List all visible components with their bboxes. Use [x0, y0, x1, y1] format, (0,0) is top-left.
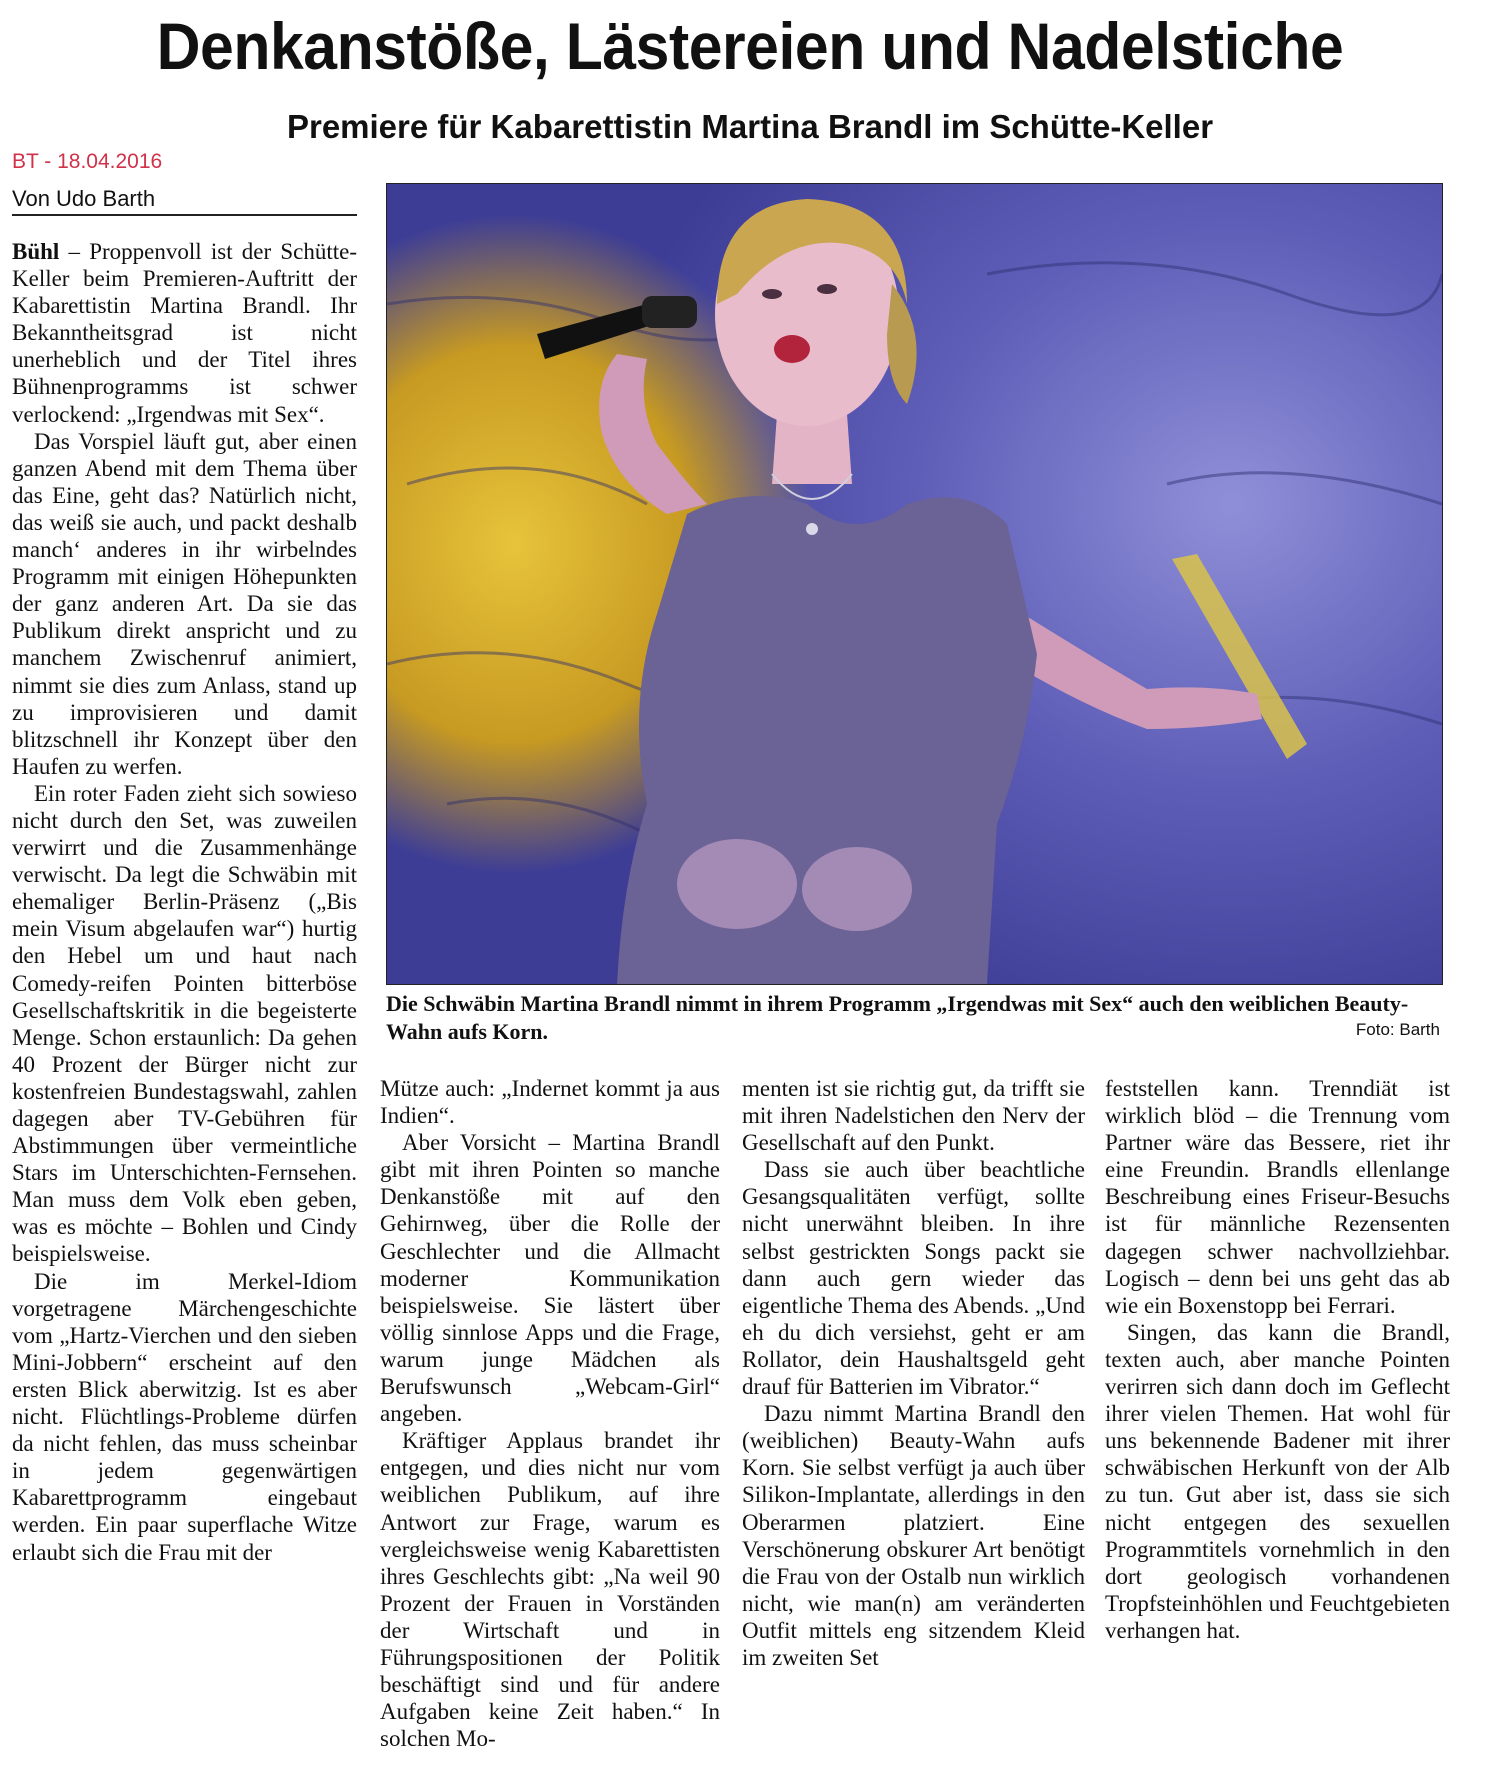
subheadline: Premiere für Kabarettistin Martina Brandl im Schütte-Keller: [286, 108, 1214, 145]
byline-divider: [12, 214, 357, 216]
body-paragraph: Ein roter Faden zieht sich sowieso nicht durch den Set, was zuweilen verwirrt und die Zusammenhänge verwischt. Da legt die Schwäbin mit ehemaliger Berlin-Präsenz („Bis mein Visum abgelaufen war“) hurtig den Hebel um und haut nach Comedy-reifen Pointen bitterböse Gesellschaftskritik in die begeisterte Menge. Schon erstaunlich: Da gehen 40 Prozent der Bürger nicht zur kostenfreien Bundestagswahl, zahlen dagegen aber TV-Gebühren für Abstimmungen über vermeintliche Stars im Unterschichten-Fernsehen. Man muss dem Volk eben geben, was es möchte – Bohlen und Cindy beispielsweise.: [12, 780, 357, 1267]
body-paragraph: Dass sie auch über beachtliche Gesangsqualitäten verfügt, sollte nicht unerwähnt bleiben. In ihre selbst gestrickten Songs packt sie dann auch gern wieder das eigentliche Thema des Abends. „Und eh du dich versiehst, geht er am Rollator, dein Haushaltsgeld geht drauf für Batterien im Vibrator.“: [742, 1157, 1085, 1400]
article-column-3: [742, 1075, 1085, 1671]
photo-credit: Foto: Barth: [1355, 1020, 1440, 1039]
headline: Denkanstöße, Lästereien und Nadelstiche: [156, 9, 1344, 83]
article-column-1: [12, 238, 357, 1566]
photo-caption: Die Schwäbin Martina Brandl nimmt in ihrem Programm „Irgendwas mit Sex“ auch den weiblichen Beauty-Wahn aufs Korn.: [386, 991, 1409, 1044]
article-photo: [386, 183, 1443, 985]
source-date-stamp: BT - 18.04.2016: [12, 150, 163, 173]
body-paragraph: Die im Merkel-Idiom vorgetragene Märchengeschichte vom „Hartz-Vierchen und den sieben Mini-Jobbern“ erscheint auf den ersten Blick aberwitzig. Ist es aber nicht. Flüchtlings-Probleme dürfen da nicht fehlen, das muss scheinbar in jedem gegenwärtigen Kabarettprogramm eingebaut werden. Ein paar superflache Witze erlaubt sich die Frau mit der: [12, 1268, 357, 1565]
article-column-2: [380, 1075, 720, 1752]
article-column-4: [1105, 1075, 1450, 1644]
lead-text: – Proppenvoll ist der Schütte-Keller beim Premieren-Auftritt der Kabarettistin Martina Brandl. Ihr Bekanntheitsgrad ist nicht unerheblich und der Titel ihres Bühnenprogramms ist schwer verlockend: „Irgendwas mit Sex“.: [12, 239, 357, 427]
performer-illustration: [387, 184, 1442, 984]
body-paragraph: Mütze auch: „Indernet kommt ja aus Indien“.: [380, 1076, 720, 1129]
body-paragraph: Kräftiger Applaus brandet ihr entgegen, und dies nicht nur vom weiblichen Publikum, auf ihre Antwort zur Frage, warum es vergleichsweise wenig Kabarettisten ihres Geschlechts gibt: „Na weil 90 Prozent der Frauen in Vorständen der Wirtschaft und in Führungspositionen der Politik beschäftigt sind und für andere Aufgaben keine Zeit haben.“ In solchen Mo-: [380, 1428, 720, 1752]
byline: Von Udo Barth: [12, 186, 156, 211]
dateline-place: Bühl: [12, 239, 60, 264]
body-paragraph: Dazu nimmt Martina Brandl den (weiblichen) Beauty-Wahn aufs Korn. Sie selbst verfügt ja auch über Silikon-Implantate, allerdings in den Oberarmen platziert. Eine Verschönerung obskurer Art benötigt die Frau von der Ostalb nun wirklich nicht, wie man(n) am veränderten Outfit mittels eng sitzendem Kleid im zweiten Set: [742, 1401, 1085, 1670]
body-paragraph: Singen, das kann die Brandl, texten auch, aber manche Pointen verirren sich dann doch im Geflecht ihrer vielen Themen. Hat wohl für uns bekennende Badener mit ihrer schwäbischen Herkunft von der Alb zu tun. Gut aber ist, dass sie sich nicht entgegen des sexuellen Programmtitels vornehmlich in den dort geologisch vorhandenen Tropfsteinhöhlen und Feuchtgebieten verhangen hat.: [1105, 1319, 1450, 1643]
body-paragraph: Aber Vorsicht – Martina Brandl gibt mit ihren Pointen so manche Denkanstöße mit auf den Gehirnweg, über die Rolle der Geschlechter und die Allmacht moderner Kommunikation beispielsweise. Sie lästert über völlig sinnlose Apps und die Frage, warum junge Mädchen als Berufswunsch „Webcam-Girl“ angeben.: [380, 1130, 720, 1427]
body-paragraph: Das Vorspiel läuft gut, aber einen ganzen Abend mit dem Thema über das Eine, geht das? Natürlich nicht, das weiß sie auch, und packt deshalb manch‘ anderes in ihr wirbelndes Programm mit einigen Höhepunkten der ganz anderen Art. Da sie das Publikum direkt anspricht und zu manchem Zwischenruf animiert, nimmt sie dies zum Anlass, stand up zu improvisieren und damit blitzschnell ihr Konzept über den Haufen zu werfen.: [12, 428, 357, 779]
body-paragraph: menten ist sie richtig gut, da trifft sie mit ihren Nadelstichen den Nerv der Gesellschaft auf den Punkt.: [742, 1076, 1085, 1156]
body-paragraph: feststellen kann. Trenndiät ist wirklich blöd – die Trennung vom Partner wäre das Bessere, riet ihr eine Freundin. Brandls ellenlange Beschreibung eines Friseur-Besuchs ist für männliche Rezensenten dagegen schwer nachvollziehbar. Logisch – denn bei uns geht das ab wie ein Boxenstopp bei Ferrari.: [1105, 1076, 1450, 1318]
lead-paragraph: [12, 238, 357, 428]
